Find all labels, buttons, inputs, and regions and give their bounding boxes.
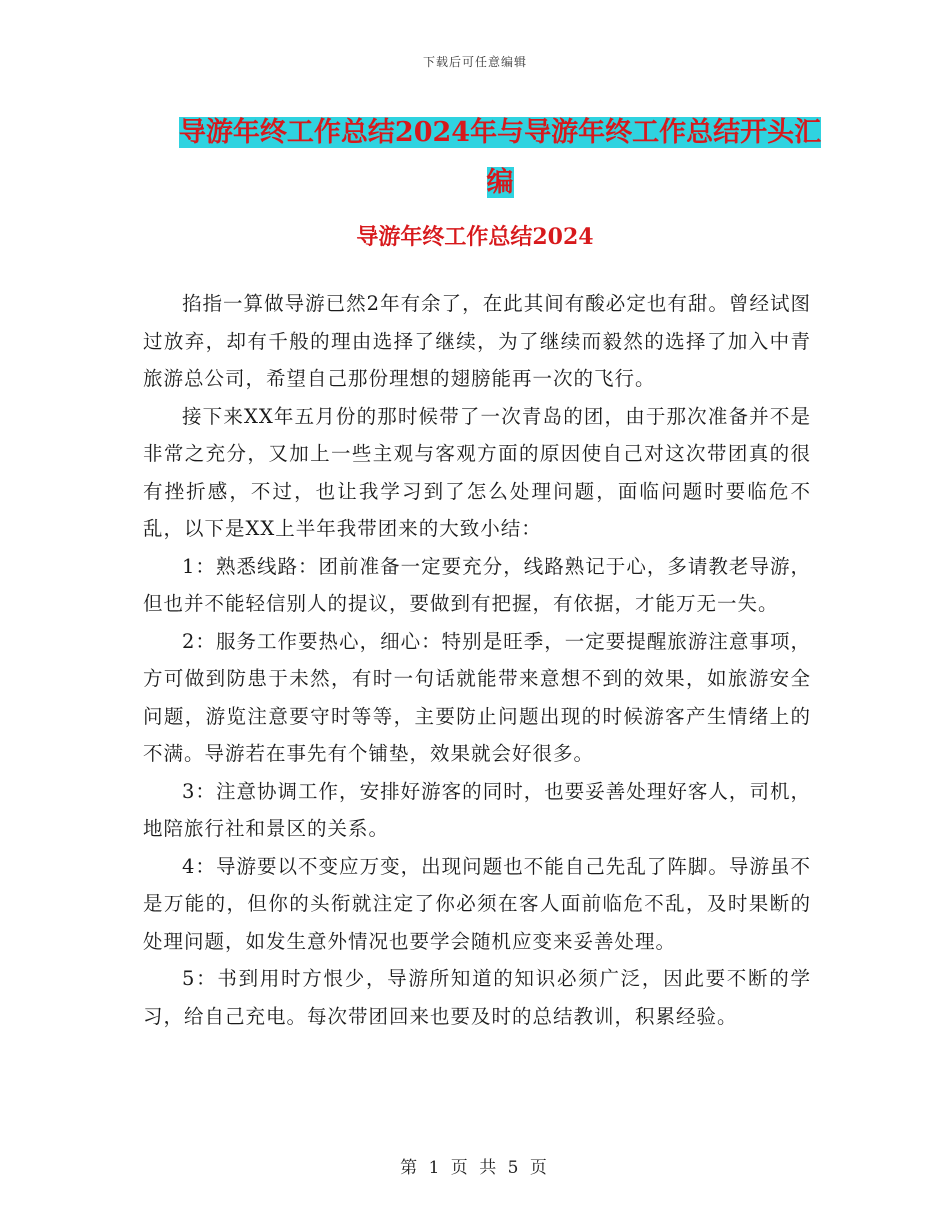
title-line-2: 编 <box>486 167 514 198</box>
document-title <box>140 108 860 208</box>
paragraph: 5：书到用时方恨少，导游所知道的知识必须广泛，因此要不断的学习，给自己充电。每次带团回来也要及时的总结教训，积累经验。 <box>143 967 811 1028</box>
body-text <box>143 285 811 1035</box>
title-line-1: 导游年终工作总结2024年与导游年终工作总结开头汇 <box>178 117 822 148</box>
paragraph: 4：导游要以不变应万变，出现问题也不能自己先乱了阵脚。导游虽不是万能的，但你的头衔就注定了你必须在客人面前临危不乱，及时果断的处理问题，如发生意外情况也要学会随机应变来妥善处理。 <box>143 854 811 953</box>
paragraph: 接下来XX年五月份的那时候带了一次青岛的团，由于那次准备并不是非常之充分，又加上一些主观与客观方面的原因使自己对这次带团真的很有挫折感，不过，也让我学习到了怎么处理问题，面临问题时要临危不乱，以下是XX上半年我带团来的大致小结： <box>143 404 811 540</box>
paragraph: 1：熟悉线路：团前准备一定要充分，线路熟记于心，多请教老导游，但也并不能轻信别人的提议，要做到有把握，有依据，才能万无一失。 <box>143 554 811 615</box>
section-title: 导游年终工作总结2024 <box>356 224 594 250</box>
paragraph: 掐指一算做导游已然2年有余了，在此其间有酸必定也有甜。曾经试图过放弃，却有千般的理由选择了继续，为了继续而毅然的选择了加入中青旅游总公司，希望自己那份理想的翅膀能再一次的飞行。 <box>143 292 811 390</box>
header-note: 下载后可任意编辑 <box>422 55 527 69</box>
page-footer: 第 1 页 共 5 页 <box>400 1158 550 1178</box>
paragraph: 3：注意协调工作，安排好游客的同时，也要妥善处理好客人，司机，地陪旅行社和景区的关系。 <box>143 779 811 840</box>
paragraph: 2：服务工作要热心，细心：特别是旺季，一定要提醒旅游注意事项，方可做到防患于未然，有时一句话就能带来意想不到的效果，如旅游安全问题，游览注意要守时等等，主要防止问题出现的时候游客产生情绪上的不满。导游若在事先有个铺垫，效果就会好很多。 <box>143 629 811 765</box>
